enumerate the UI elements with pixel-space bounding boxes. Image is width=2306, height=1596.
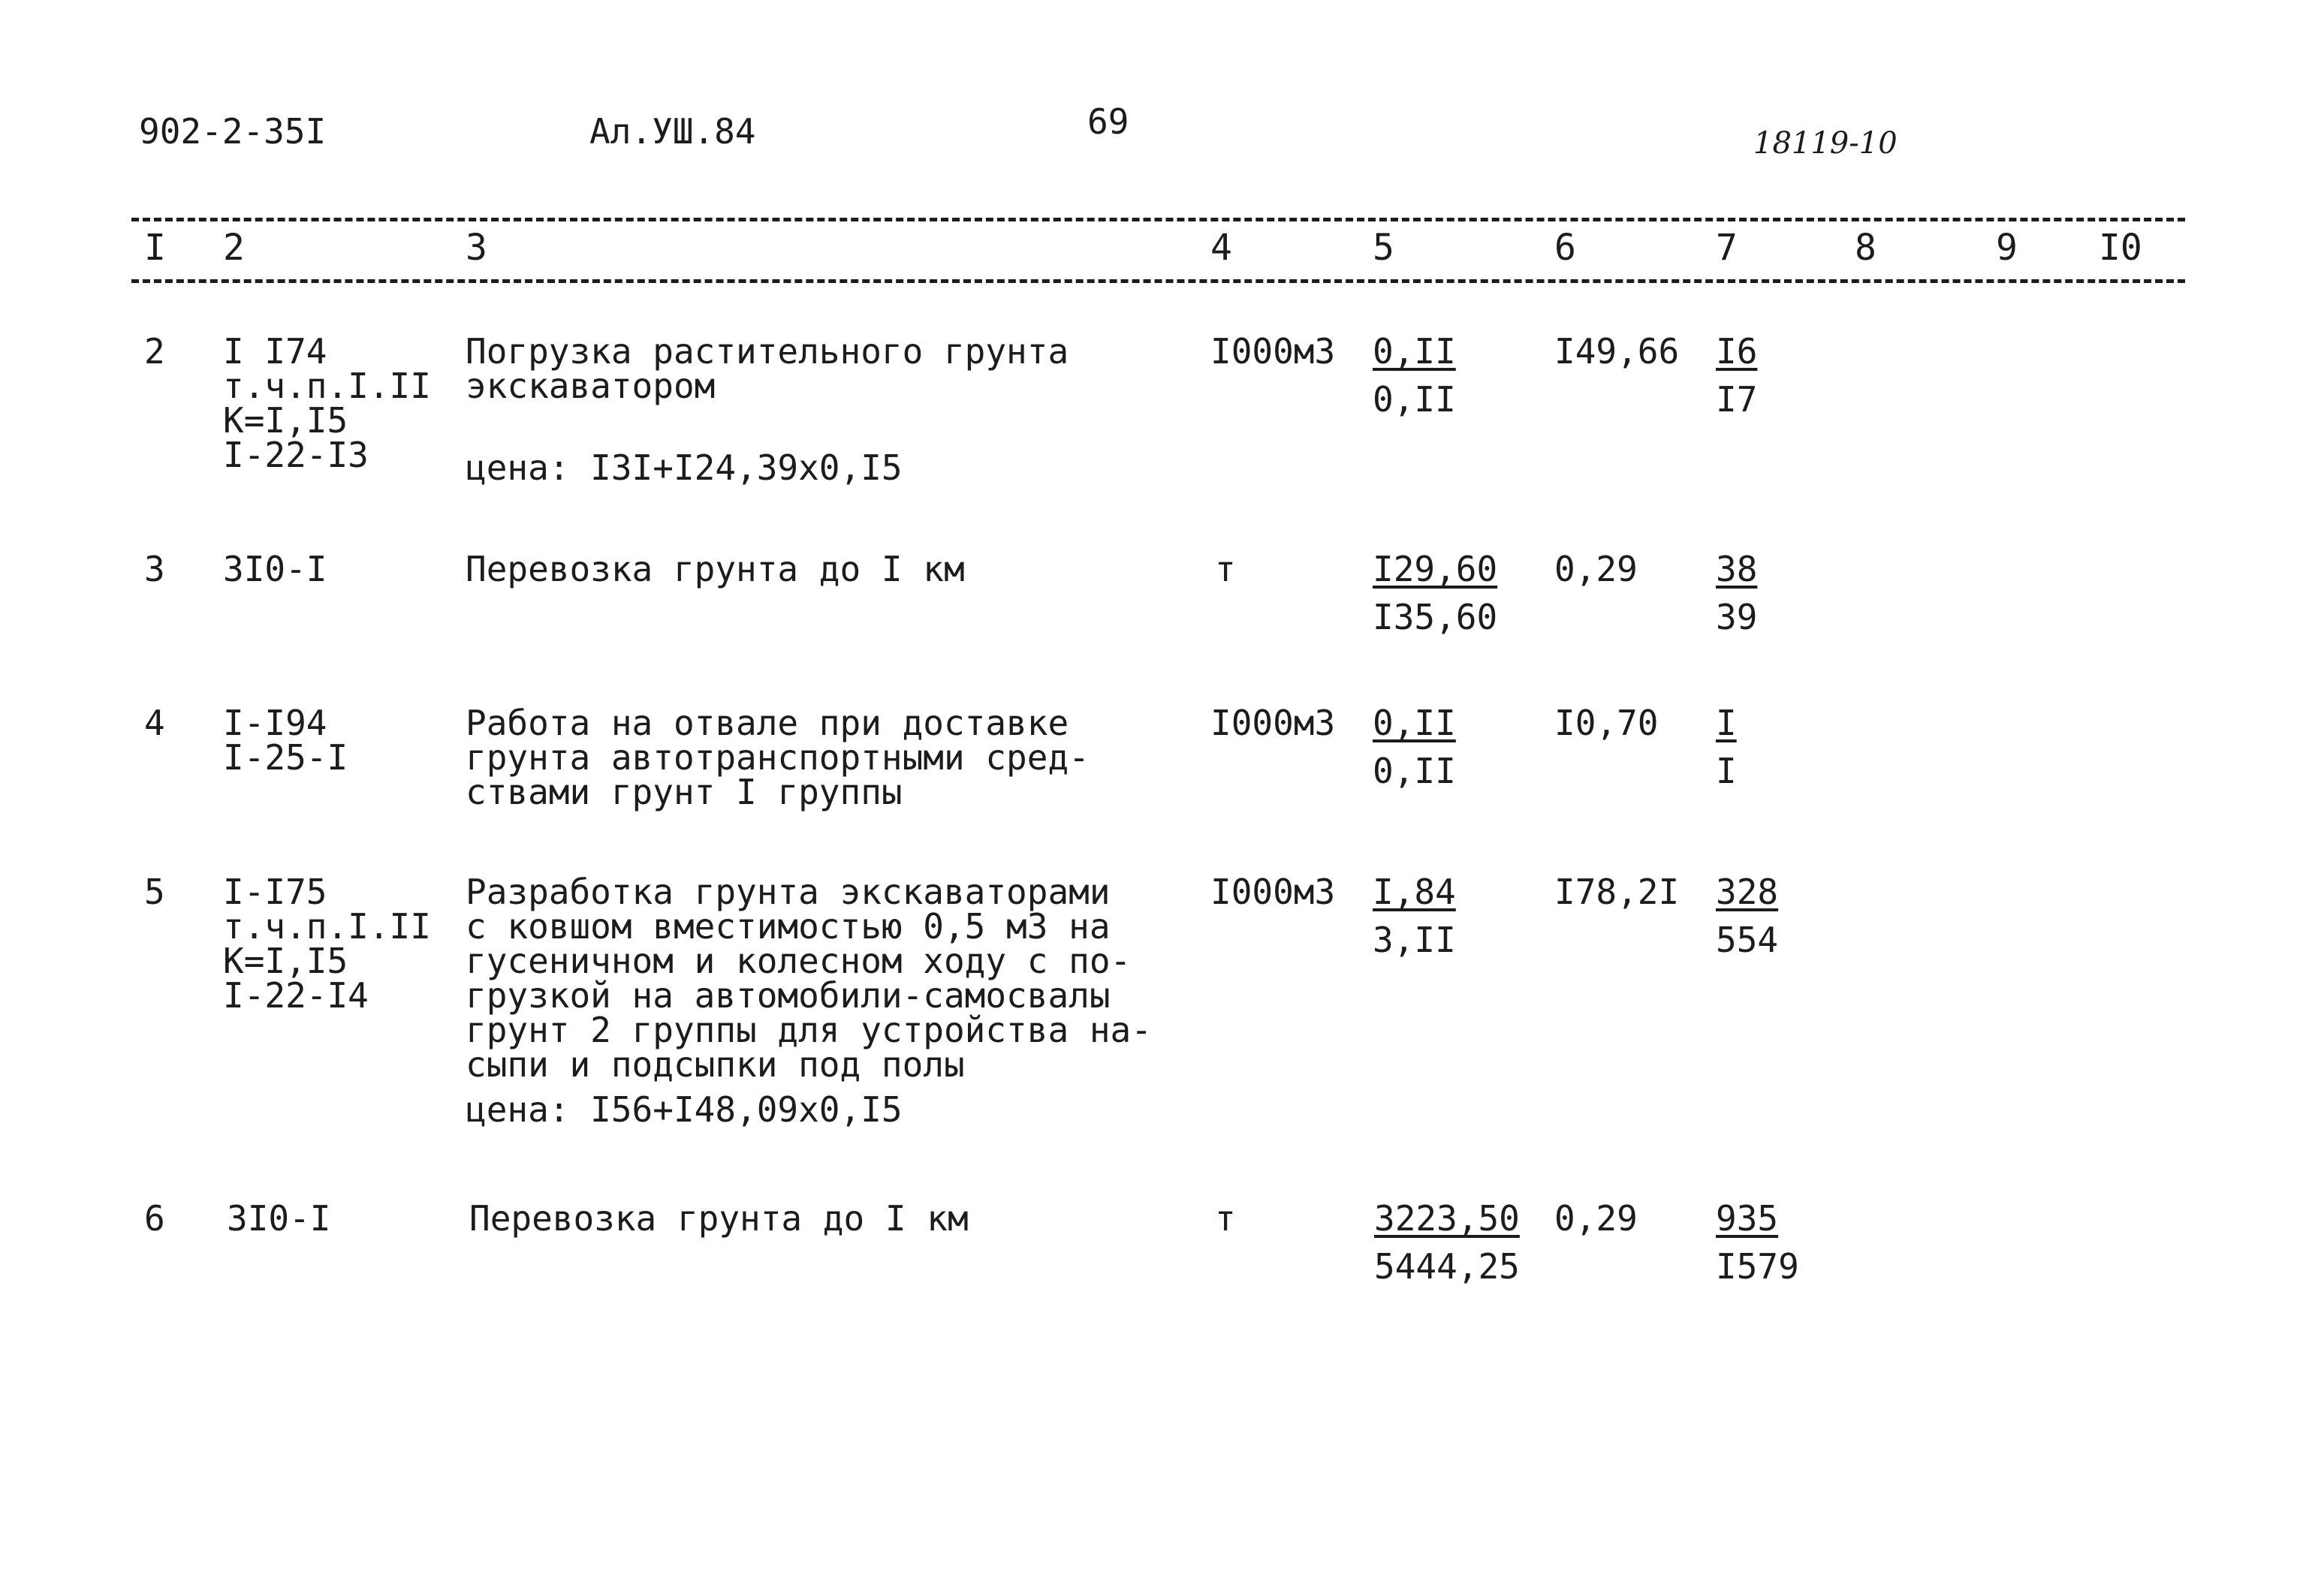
row-number: 5 <box>144 872 165 912</box>
row-code <box>223 549 327 589</box>
cost-top: I6 <box>1716 331 1758 372</box>
cost-top: 38 <box>1716 549 1758 589</box>
code-line: 3I0-I <box>227 1198 331 1239</box>
cost-bottom: I579 <box>1716 1246 1799 1287</box>
description-line: Перевозка грунта до I км <box>469 1198 969 1239</box>
quantity <box>1373 331 1456 420</box>
price-note: цена: I56+I48,09x0,I5 <box>466 1089 903 1130</box>
cost-top: 328 <box>1716 872 1779 912</box>
row-code <box>223 872 431 1016</box>
unit: т <box>1215 549 1236 589</box>
description-line: с ковшом вместимостью 0,5 м3 на <box>466 906 1111 947</box>
quantity-bottom: I35,60 <box>1373 597 1498 637</box>
unit-rate: I0,70 <box>1554 703 1659 743</box>
row-code <box>227 1198 331 1239</box>
description-line: Перевозка грунта до I км <box>466 549 965 589</box>
quantity <box>1373 872 1456 960</box>
cost <box>1716 1198 1799 1287</box>
unit-rate: 0,29 <box>1554 1198 1638 1239</box>
code-line: 3I0-I <box>223 549 327 589</box>
row-description <box>466 872 1152 1085</box>
header-top-rule <box>131 218 2185 221</box>
column-header-3: 3 <box>466 227 487 269</box>
column-header-10: I0 <box>2099 227 2142 269</box>
code-line: I I74 <box>223 331 327 372</box>
column-header-5: 5 <box>1373 227 1394 269</box>
code-line: т.ч.п.I.II <box>223 366 431 406</box>
quantity <box>1373 549 1498 637</box>
cost-bottom: 554 <box>1716 920 1779 960</box>
album-reference: Ал.УШ.84 <box>589 111 756 152</box>
unit: I000м3 <box>1210 703 1336 743</box>
quantity <box>1373 703 1456 791</box>
cost-top: I <box>1716 703 1737 743</box>
cost <box>1716 549 1758 637</box>
code-line: I-22-I4 <box>223 975 369 1016</box>
code-line: I-25-I <box>223 737 348 778</box>
row-description <box>469 1198 969 1239</box>
column-header-6: 6 <box>1554 227 1576 269</box>
handwritten-reference: 18119-10 <box>1753 126 1898 161</box>
unit: I000м3 <box>1210 872 1336 912</box>
quantity-top: 0,II <box>1373 703 1456 743</box>
code-line: т.ч.п.I.II <box>223 906 431 947</box>
description-line: Погрузка растительного грунта <box>466 331 1069 372</box>
document-code: 902-2-35I <box>139 111 327 152</box>
cost <box>1716 703 1737 791</box>
column-header-1: I <box>144 227 166 269</box>
quantity-top: I,84 <box>1373 872 1456 912</box>
row-description <box>466 703 1090 812</box>
code-line: I-I94 <box>223 703 327 743</box>
quantity-top: 0,II <box>1373 331 1456 372</box>
description-line: сыпи и подсыпки под полы <box>466 1044 965 1085</box>
column-header-2: 2 <box>223 227 245 269</box>
unit-rate: 0,29 <box>1554 549 1638 589</box>
description-line: грузкой на автомобили-самосвалы <box>466 975 1111 1016</box>
row-number: 3 <box>144 549 165 589</box>
row-description <box>466 331 1069 406</box>
row-number: 4 <box>144 703 165 743</box>
description-line: ствами грунт I группы <box>466 772 903 812</box>
description-line: Разработка грунта экскаваторами <box>466 872 1111 912</box>
page-number: 69 <box>1087 101 1129 142</box>
column-header-8: 8 <box>1855 227 1876 269</box>
description-line: грунт 2 группы для устройства на- <box>466 1010 1152 1050</box>
column-header-4: 4 <box>1210 227 1232 269</box>
unit: т <box>1215 1198 1236 1239</box>
column-header-9: 9 <box>1996 227 2018 269</box>
unit-rate: I78,2I <box>1554 872 1680 912</box>
header-bottom-rule <box>131 279 2185 283</box>
unit: I000м3 <box>1210 331 1336 372</box>
description-line: грунта автотранспортными сред- <box>466 737 1090 778</box>
row-code <box>223 331 431 475</box>
row-number: 2 <box>144 331 165 372</box>
description-line: экскаватором <box>466 366 716 406</box>
price-note: цена: I3I+I24,39x0,I5 <box>466 447 903 488</box>
quantity-bottom: 0,II <box>1373 379 1456 420</box>
code-line: I-I75 <box>223 872 327 912</box>
code-line: I-22-I3 <box>223 435 369 475</box>
unit-rate: I49,66 <box>1554 331 1680 372</box>
quantity-top: I29,60 <box>1373 549 1498 589</box>
column-header-7: 7 <box>1716 227 1738 269</box>
row-code <box>223 703 348 778</box>
cost-bottom: I7 <box>1716 379 1758 420</box>
row-description <box>466 549 965 589</box>
cost <box>1716 331 1758 420</box>
cost <box>1716 872 1779 960</box>
quantity <box>1374 1198 1520 1287</box>
cost-bottom: I <box>1716 751 1737 791</box>
quantity-top: 3223,50 <box>1374 1198 1520 1239</box>
description-line: Работа на отвале при доставке <box>466 703 1069 743</box>
quantity-bottom: 5444,25 <box>1374 1246 1520 1287</box>
cost-top: 935 <box>1716 1198 1779 1239</box>
code-line: К=I,I5 <box>223 400 348 441</box>
quantity-bottom: 3,II <box>1373 920 1456 960</box>
quantity-bottom: 0,II <box>1373 751 1456 791</box>
row-number: 6 <box>144 1198 165 1239</box>
description-line: гусеничном и колесном ходу с по- <box>466 941 1132 981</box>
code-line: К=I,I5 <box>223 941 348 981</box>
cost-bottom: 39 <box>1716 597 1758 637</box>
